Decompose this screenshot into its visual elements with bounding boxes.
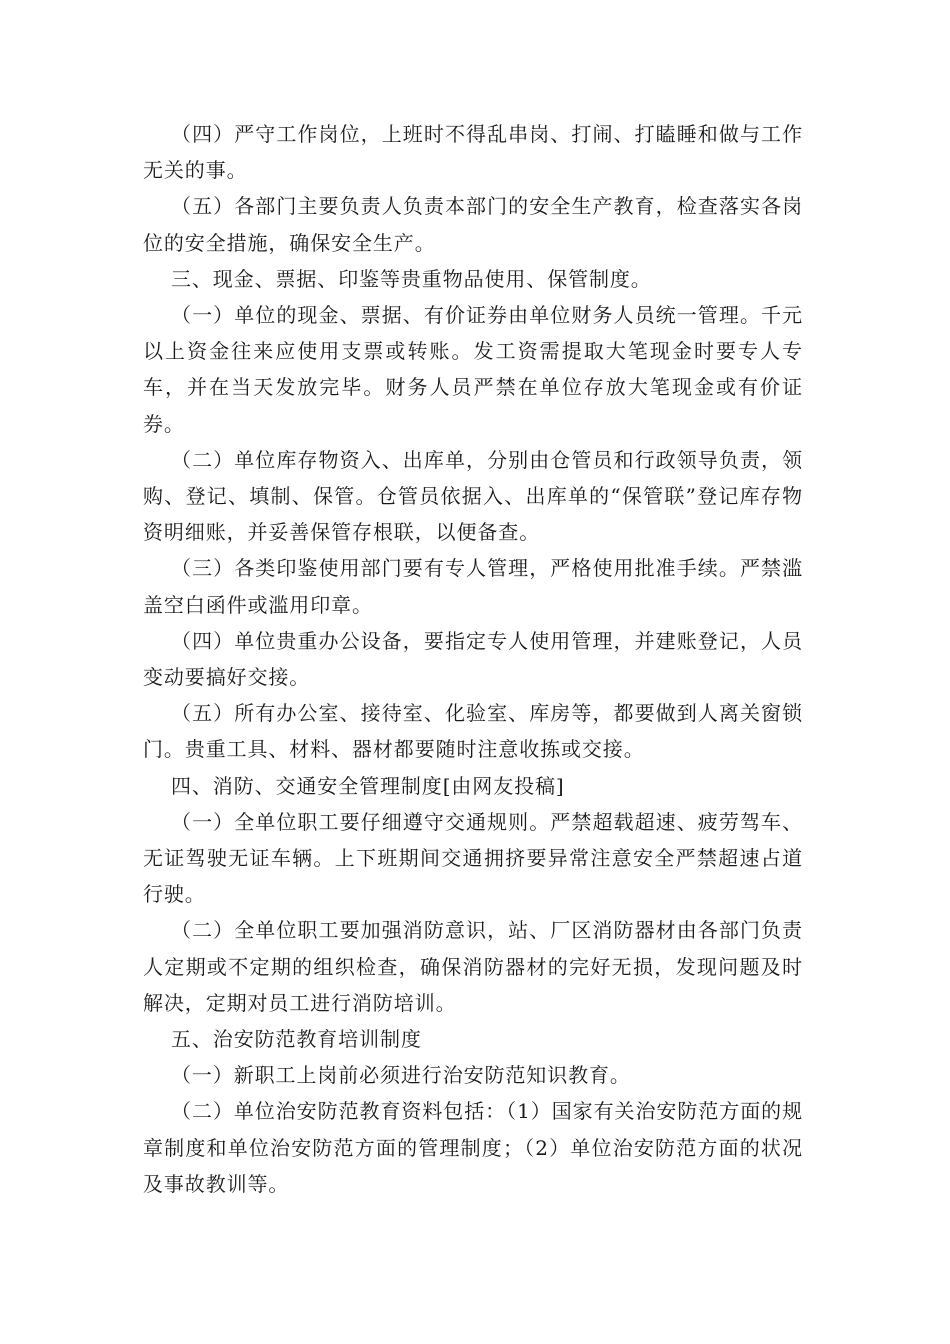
paragraph-new-staff-training: （一）新职工上岗前必须进行治安防范知识教育。 [171, 1063, 631, 1088]
paragraph-seals: （三）各类印鉴使用部门要有专人管理，严格使用批准手续。严禁滥盖空白函件或滥用印章。 [143, 556, 803, 617]
paragraph-office-equipment: （四）单位贵重办公设备，要指定专人使用管理，并建账登记，人员变动要搞好交接。 [143, 628, 803, 690]
paragraph-fire-safety: （二）全单位职工要加强消防意识，站、厂区消防器材由各部门负责人定期或不定期的组织检查，确保消防器材的完好无损，发现问题及时解决，定期对员工进行消防培训。 [143, 918, 803, 1015]
section-heading-fire-traffic: 四、消防、交通安全管理制度[由网友投稿] [171, 773, 565, 798]
section-heading-valuables: 三、现金、票据、印鉴等贵重物品使用、保管制度。 [171, 266, 652, 291]
paragraph-duty-post: （四）严守工作岗位，上班时不得乱串岗、打闹、打瞌睡和做与工作无关的事。 [143, 122, 803, 183]
paragraph-cash-management: （一）单位的现金、票据、有价证券由单位财务人员统一管理。千元以上资金往来应使用支票或转账。发工资需提取大笔现金时要专人专车，并在当天发放完毕。财务人员严禁在单位存放大笔现金或有价证券。 [143, 303, 803, 436]
paragraph-traffic-rules: （一）全单位职工要仔细遵守交通规则。严禁超载超速、疲劳驾车、无证驾驶无证车辆。上下班期间交通拥挤要异常注意安全严禁超速占道行驶。 [143, 809, 803, 907]
paragraph-safety-education: （五）各部门主要负责人负责本部门的安全生产教育，检查落实各岗位的安全措施，确保安全生产。 [143, 194, 803, 255]
paragraph-training-materials: （二）单位治安防范教育资料包括：（1）国家有关治安防范方面的规章制度和单位治安防范方面的管理制度；（2）单位治安防范方面的状况及事故教训等。 [143, 1099, 803, 1196]
document-body [143, 116, 803, 1202]
paragraph-inventory: （二）单位库存物资入、出库单，分别由仓管员和行政领导负责，领购、登记、填制、保管。仓管员依据入、出库单的“保管联”登记库存物资明细账，并妥善保管存根联，以便备查。 [143, 447, 803, 545]
paragraph-room-locking: （五）所有办公室、接待室、化验室、库房等，都要做到人离关窗锁门。贵重工具、材料、器材都要随时注意收拣或交接。 [143, 701, 803, 762]
section-heading-security-training: 五、治安防范教育培训制度 [171, 1027, 422, 1052]
